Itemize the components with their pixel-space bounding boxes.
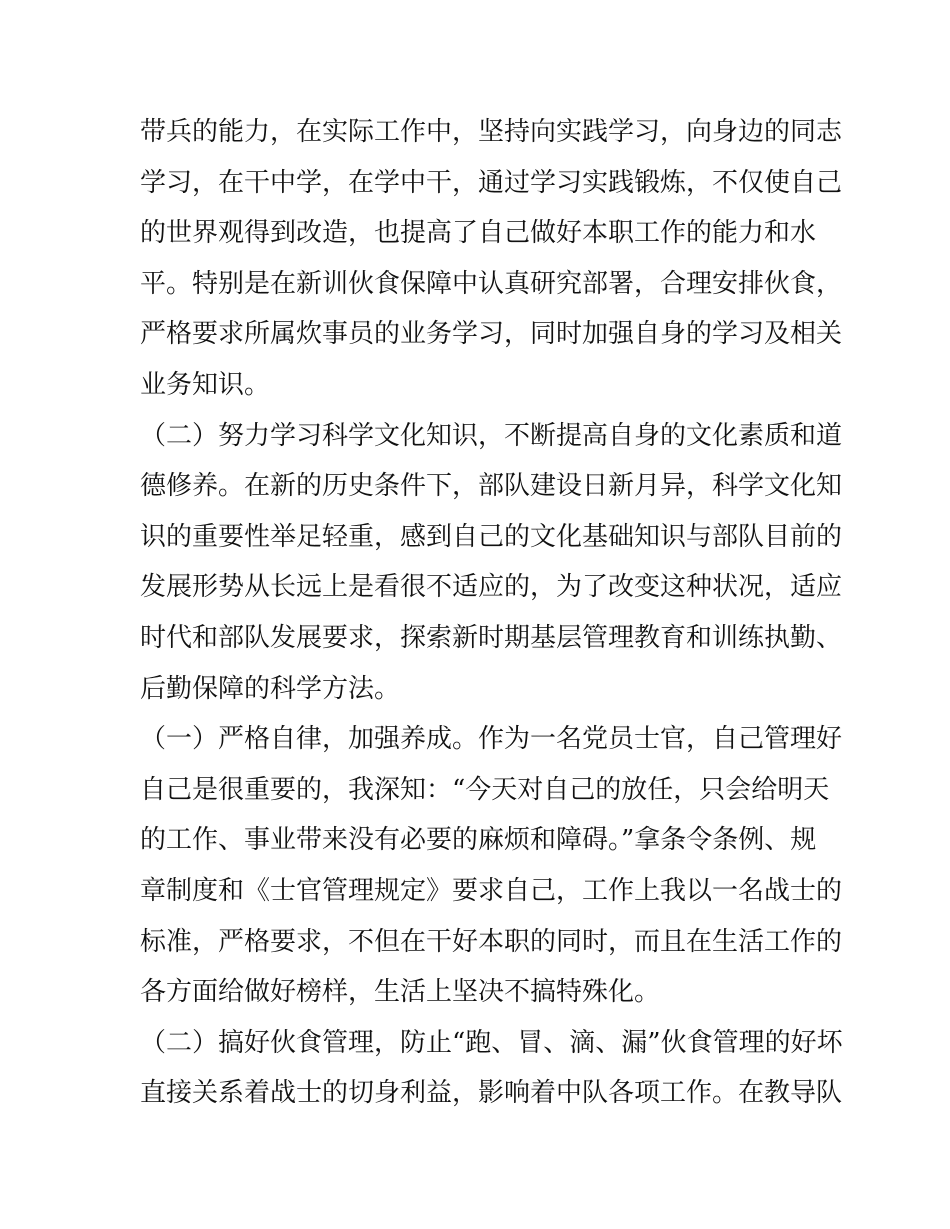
document-body <box>140 107 843 1119</box>
text-line: 识的重要性举足轻重，感到自己的文化基础知识与部队目前的 <box>140 521 843 552</box>
text-line: 后勤保障的科学方法。 <box>140 673 401 704</box>
text-line: 标准，严格要求，不但在干好本职的同时，而且在生活工作的 <box>140 926 843 957</box>
text-line: 发展形势从长远上是看很不适应的，为了改变这种状况，适应 <box>140 572 843 603</box>
text-line: （一）严格自律，加强养成。作为一名党员士官，自己管理好 <box>140 724 843 755</box>
text-line: 学习，在干中学，在学中干，通过学习实践锻炼，不仅使自己 <box>140 167 843 198</box>
text-line: （二）搞好伙食管理，防止“跑、冒、滴、漏”伙食管理的好坏 <box>140 1027 843 1058</box>
text-line: 直接关系着战士的切身利益，影响着中队各项工作。在教导队 <box>140 1078 843 1109</box>
text-line: 业务知识。 <box>140 369 271 400</box>
text-line: 的工作、事业带来没有必要的麻烦和障碍。”拿条令条例、规 <box>140 825 817 856</box>
text-line: 带兵的能力，在实际工作中，坚持向实践学习，向身边的同志 <box>140 117 843 147</box>
text-line: 平。特别是在新训伙食保障中认真研究部署，合理安排伙食， <box>140 268 843 299</box>
text-line: 德修养。在新的历史条件下，部队建设日新月异，科学文化知 <box>140 471 843 502</box>
text-line: 时代和部队发展要求，探索新时期基层管理教育和训练执勤、 <box>140 622 843 653</box>
text-line: 的世界观得到改造，也提高了自己做好本职工作的能力和水 <box>140 218 817 249</box>
text-line: 各方面给做好榜样，生活上坚决不搞特殊化。 <box>140 977 661 1008</box>
text-line: 章制度和《士官管理规定》要求自己，工作上我以一名战士的 <box>140 875 843 906</box>
text-line: （二）努力学习科学文化知识，不断提高自身的文化素质和道 <box>140 420 843 451</box>
text-line: 自己是很重要的，我深知：“今天对自己的放任，只会给明天 <box>140 774 830 805</box>
text-line: 严格要求所属炊事员的业务学习，同时加强自身的学习及相关 <box>140 319 843 350</box>
